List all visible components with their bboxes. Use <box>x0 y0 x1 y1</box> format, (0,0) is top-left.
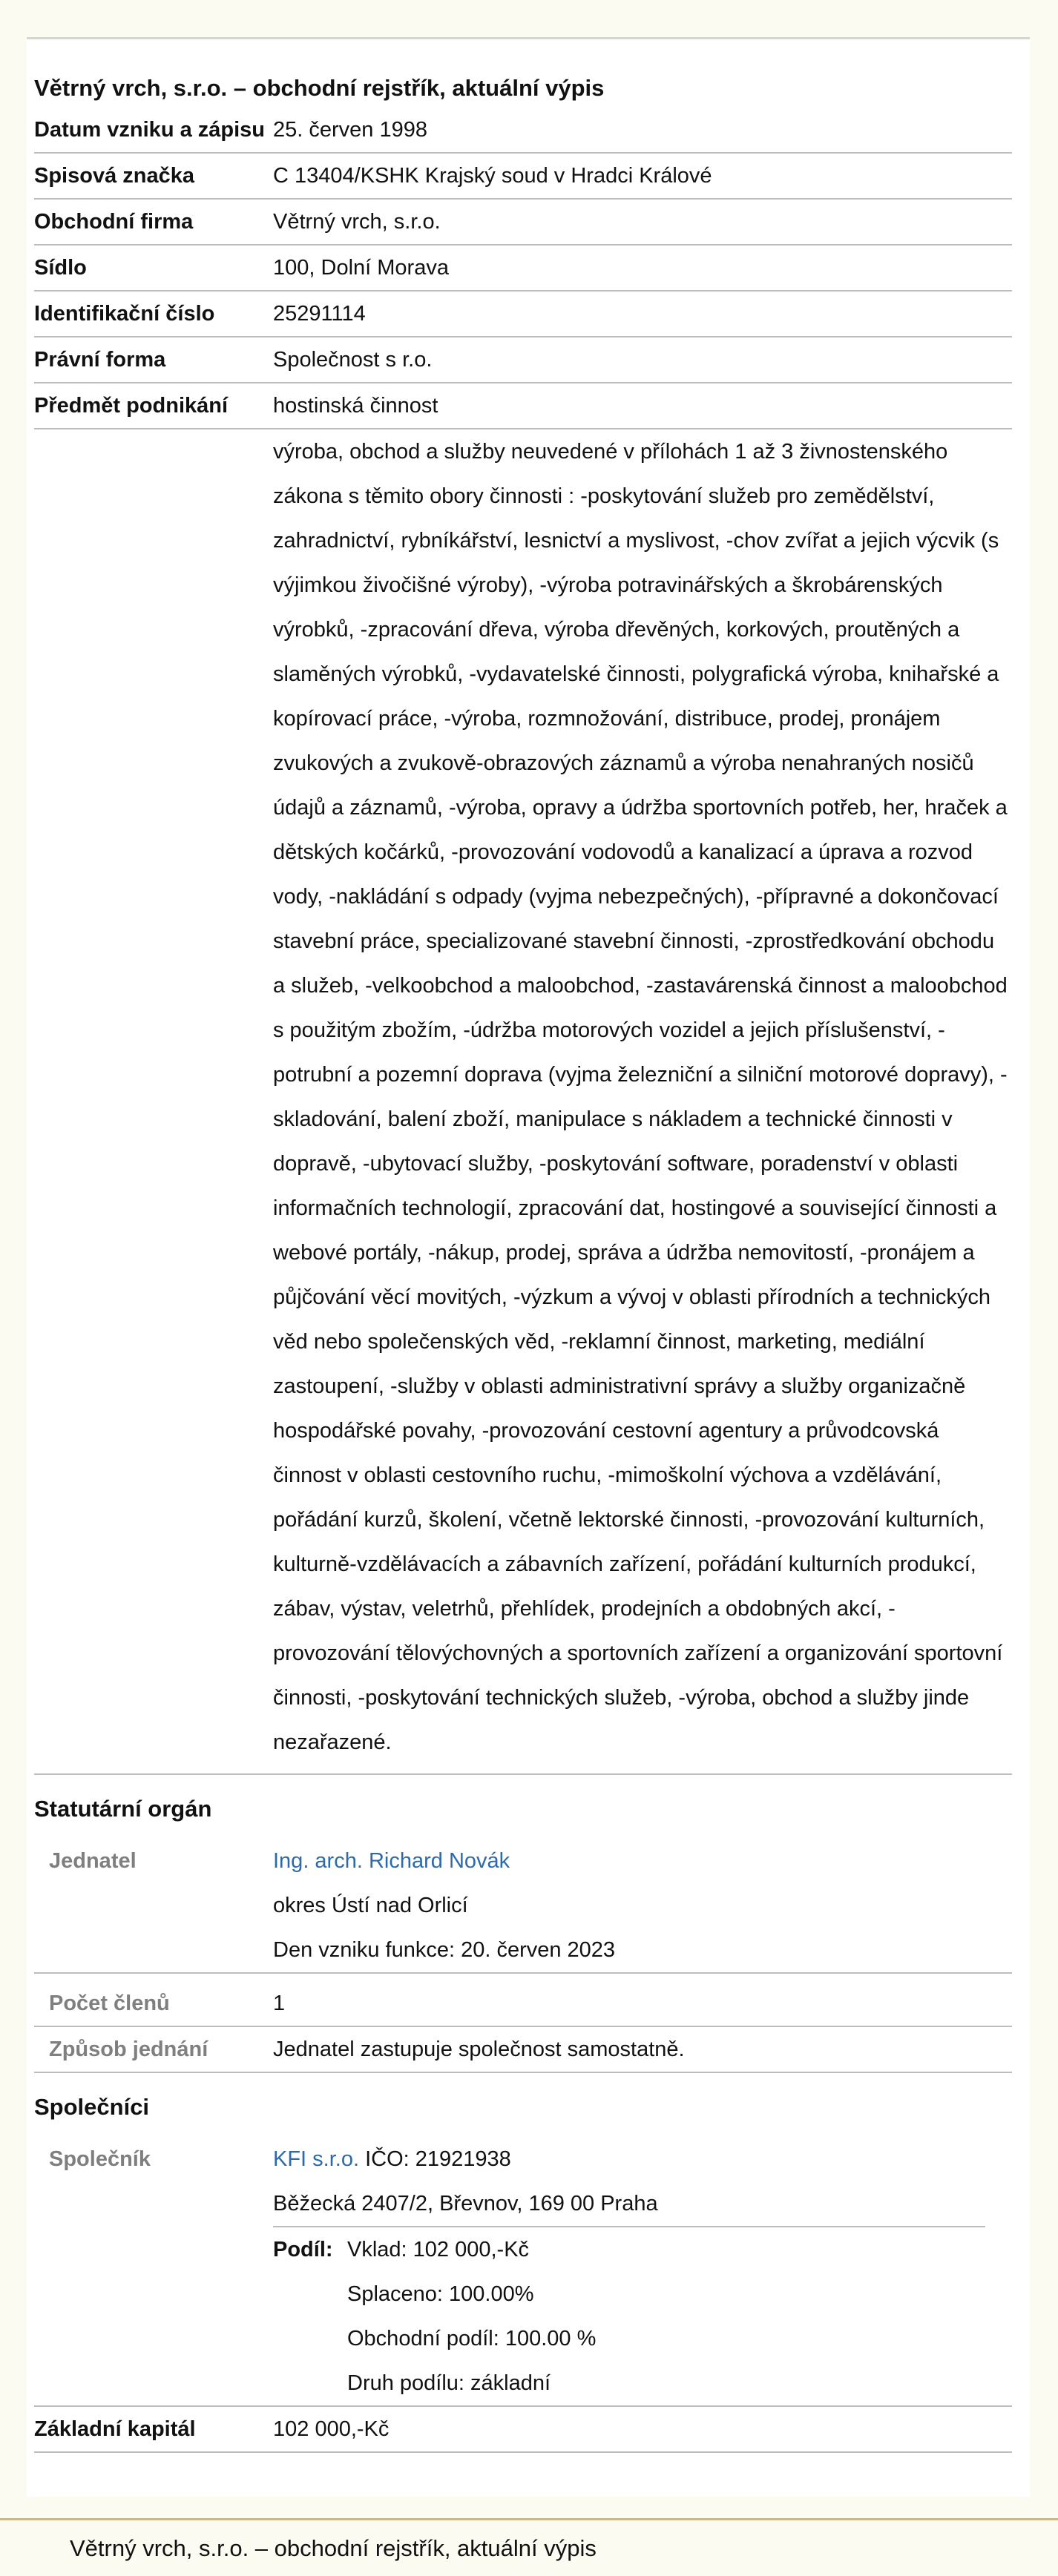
podil-obchodni-podil: Obchodní podíl: 100.00 % <box>347 2327 597 2351</box>
zpusob-jednani-label: Způsob jednání <box>49 2038 208 2061</box>
row-zakladni-kapital <box>34 2405 1012 2453</box>
row-predmet-podnikani-2 <box>34 429 1012 1775</box>
zakladni-kapital-value: 102 000,-Kč <box>273 2417 390 2441</box>
row-identifikacni-cislo <box>34 291 1012 337</box>
predmet-podnikani-value-1: hostinská činnost <box>273 394 438 418</box>
sidlo-value: 100, Dolní Morava <box>273 256 449 280</box>
spolecnik-name-link[interactable]: KFI s.r.o. <box>273 2147 360 2171</box>
podil-label: Podíl: <box>273 2238 333 2262</box>
spisova-znacka-value: C 13404/KSHK Krajský soud v Hradci Králové <box>273 164 712 188</box>
row-sidlo <box>34 246 1012 291</box>
row-predmet-podnikani <box>34 383 1012 429</box>
spolecnik-details <box>273 2137 1012 2405</box>
row-spisova-znacka <box>34 154 1012 200</box>
jednatel-name-link[interactable]: Ing. arch. Richard Novák <box>273 1849 510 1873</box>
statutarni-organ-heading: Statutární orgán <box>34 1796 212 1822</box>
jednatel-okres: okres Ústí nad Orlicí <box>273 1894 468 1917</box>
podil-values <box>347 2227 596 2405</box>
spolecnik-label: Společník <box>49 2147 151 2171</box>
predmet-podnikani-empty-label <box>34 429 273 1773</box>
zpusob-jednani-value: Jednatel zastupuje společnost samostatně. <box>273 2038 685 2061</box>
row-zpusob-jednani <box>34 2027 1012 2073</box>
jednatel-den-vzniku: Den vzniku funkce: 20. červen 2023 <box>273 1938 616 1962</box>
sidlo-label: Sídlo <box>34 256 87 280</box>
spolecnici-heading: Společníci <box>34 2094 150 2120</box>
page-title: Větrný vrch, s.r.o. – obchodní rejstřík, aktuální výpis <box>34 75 605 101</box>
podil-vklad: Vklad: 102 000,-Kč <box>347 2238 530 2262</box>
footer-text: Větrný vrch, s.r.o. – obchodní rejstřík, aktuální výpis <box>70 2535 597 2561</box>
row-obchodni-firma <box>34 200 1012 246</box>
predmet-podnikani-label: Předmět podnikání <box>34 394 229 418</box>
zakladni-kapital-label: Základní kapitál <box>34 2417 196 2441</box>
spolecnik-address: Běžecká 2407/2, Břevnov, 169 00 Praha <box>273 2192 658 2216</box>
row-jednatel <box>34 1839 1012 1974</box>
register-extract-content <box>27 39 1012 2453</box>
row-spolecnik <box>34 2137 1012 2405</box>
row-pravni-forma <box>34 337 1012 383</box>
row-pocet-clenu <box>34 1981 1012 2027</box>
spolecnik-ico: IČO: 21921938 <box>359 2147 511 2171</box>
obchodni-firma-value: Větrný vrch, s.r.o. <box>273 210 441 234</box>
podil-splaceno: Splaceno: 100.00% <box>347 2282 534 2306</box>
jednatel-label: Jednatel <box>49 1849 137 1873</box>
obchodni-firma-label: Obchodní firma <box>34 210 194 234</box>
spisova-znacka-label: Spisová značka <box>34 164 194 188</box>
jednatel-details <box>273 1839 1012 1972</box>
pravni-forma-label: Právní forma <box>34 348 166 372</box>
pocet-clenu-value: 1 <box>273 1992 286 2015</box>
datum-vzniku-label: Datum vzniku a zápisu <box>34 118 266 142</box>
datum-vzniku-value: 25. červen 1998 <box>273 118 427 142</box>
pocet-clenu-label: Počet členů <box>49 1992 170 2015</box>
podil-druh: Druh podílu: základní <box>347 2371 551 2395</box>
footer <box>0 2518 1058 2574</box>
podil-block <box>273 2226 985 2405</box>
register-extract-card <box>27 37 1030 2497</box>
pravni-forma-value: Společnost s r.o. <box>273 348 433 372</box>
predmet-podnikani-value-2: výroba, obchod a služby neuvedené v přílohách 1 až 3 živnostenského zákona s těmito obory činnosti : -poskytování služeb pro zemědělství, zahradnictví, rybníkářství, lesnictví a myslivost, -chov zvířat a jejich výcvik (s výjimkou živočišné výroby), -výroba potravinářských a škrobárenských výrobků, -zpracování dřeva, výroba dřevěných, korkových, proutěných a slaměných výrobků, -vydavatelské činnosti, polygrafická výroba, knihařské a kopírovací práce, -výroba, rozmnožování, distribuce, prodej, pronájem zvukových a zvukově-obrazových záznamů a výroba nenahraných nosičů údajů a záznamů, -výroba, opravy a údržba sportovních potřeb, her, hraček a dětských kočárků, -provozování vodovodů a kanalizací a úprava a rozvod vody, -nakládání s odpady (vyjma nebezpečných), -přípravné a dokončovací stavební práce, specializované stavební činnosti, -zprostředkování obchodu a služeb, -velkoobchod a maloobchod, -zastavárenská činnost a maloobchod s použitým zbožím, -údržba motorových vozidel a jejich příslušenství, -potrubní a pozemní doprava (vyjma železniční a silniční motorové dopravy), -skladování, balení zboží, manipulace s nákladem a technické činnosti v dopravě, -ubytovací služby, -poskytování software, poradenství v oblasti informačních technologií, zpracování dat, hostingové a související činnosti a webové portály, -nákup, prodej, správa a údržba nemovitostí, -pronájem a půjčování věcí movitých, -výzkum a vývoj v oblasti přírodních a technických věd nebo společenských věd, -reklamní činnost, marketing, mediální zastoupení, -služby v oblasti administrativní správy a služby organizačně hospodářské povahy, -provozování cestovní agentury a průvodcovská činnost v oblasti cestovního ruchu, -mimoškolní výchova a vzdělávání, pořádání kurzů, školení, včetně lektorské činnosti, -provozování kulturních, kulturně-vzdělávacích a zábavních zařízení, pořádání kulturních produkcí, zábav, výstav, veletrhů, přehlídek, prodejních a obdobných akcí, -provozování tělovýchovných a sportovních zařízení a organizování sportovní činnosti, -poskytování technických služeb, -výroba, obchod a služby jinde nezařazené. <box>273 440 1008 1754</box>
row-datum-vzniku <box>34 108 1012 154</box>
ico-value: 25291114 <box>273 302 366 326</box>
ico-label: Identifikační číslo <box>34 302 215 326</box>
